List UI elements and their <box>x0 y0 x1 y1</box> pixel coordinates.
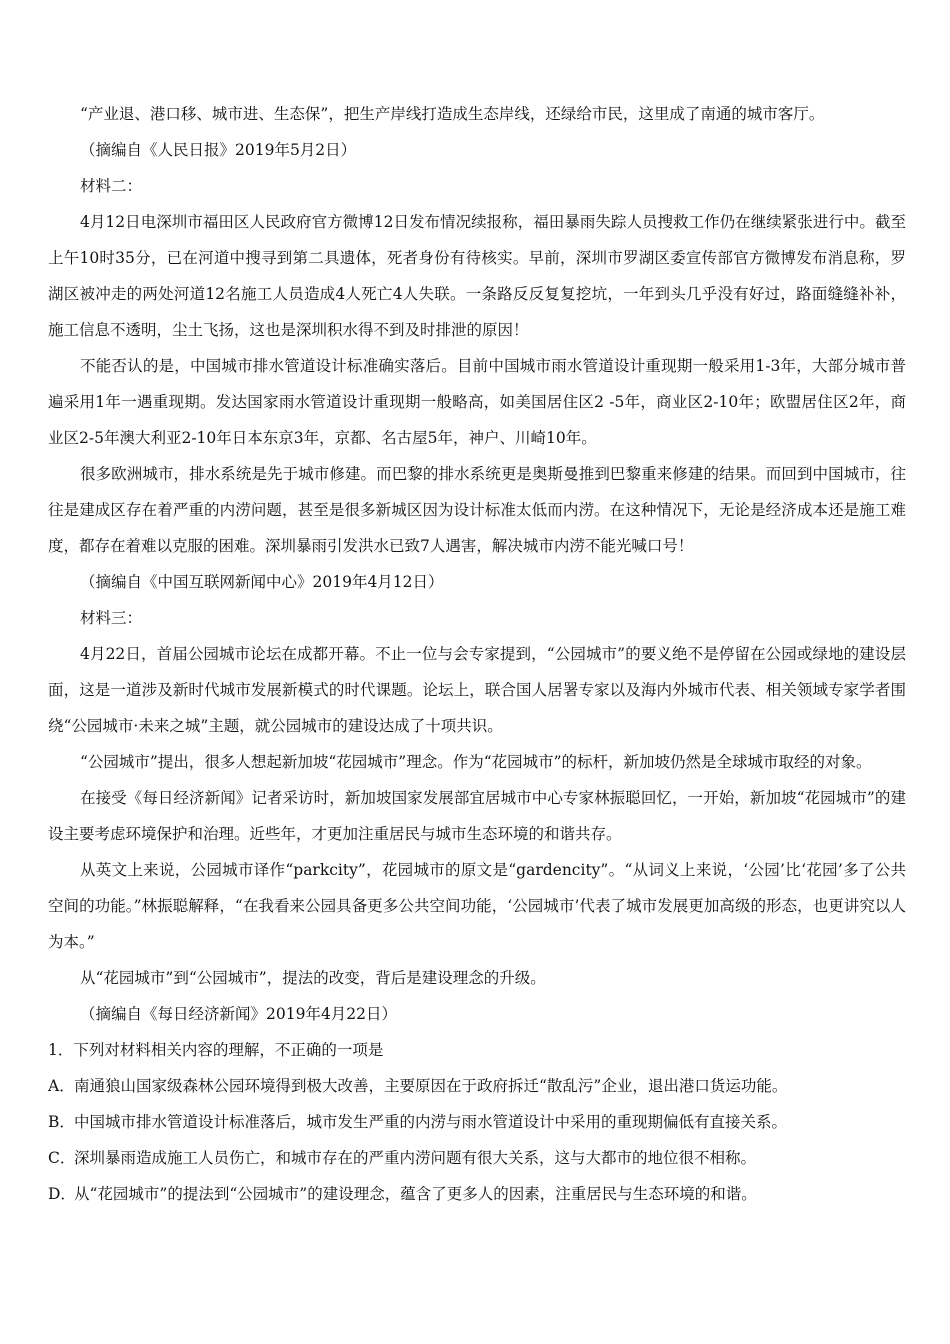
material2-source: （摘编自《中国互联网新闻中心》2019年4月12日） <box>80 573 444 591</box>
option-letter: D． <box>48 1185 76 1203</box>
option-d <box>48 1176 906 1212</box>
material1-tail: “产业退、港口移、城市进、生态保”，把生产岸线打造成生态岸线，还绿给市民，这里成了南通的城市客厅。 <box>80 105 825 123</box>
option-letter: B． <box>48 1113 75 1131</box>
option-text: 深圳暴雨造成施工人员伤亡，和城市存在的严重内涝问题有很大关系，这与大都市的地位很不相称。 <box>74 1149 757 1167</box>
material2-paragraph: 很多欧洲城市，排水系统是先于城市修建。而巴黎的排水系统更是奥斯曼推到巴黎重来修建的结果。而回到中国城市，往往是建成区存在着严重的内涝问题，甚至是很多新城区因为设计标准太低而内涝。在这种情况下，无论是经济成本还是施工难度，都存在着难以克服的困难。深圳暴雨引发洪水已致7人遇害，解决城市内涝不能光喊口号！ <box>48 465 906 555</box>
material3-paragraph: 从英文上来说，公园城市译作“parkcity”，花园城市的原文是“gardencity”。“从词义上来说，‘公园’比‘花园’多了公共空间的功能。”林振聪解释，“在我看来公园具备更多公共空间功能，‘公园城市’代表了城市发展更加高级的形态，也更讲究以人为本。” <box>48 861 906 951</box>
material1-source: （摘编自《人民日报》2019年5月2日） <box>80 141 357 159</box>
option-text: 南通狼山国家级森林公园环境得到极大改善，主要原因在于政府拆迁“散乱污”企业，退出港口货运功能。 <box>74 1077 788 1095</box>
option-letter: A． <box>48 1077 75 1095</box>
material3-paragraph: “公园城市”提出，很多人想起新加坡“花园城市”理念。作为“花园城市”的标杆，新加坡仍然是全球城市取经的对象。 <box>80 753 872 771</box>
option-letter: C． <box>48 1149 76 1167</box>
material3-paragraph: 4月22日，首届公园城市论坛在成都开幕。不止一位与会专家提到，“公园城市”的要义绝不是停留在公园或绿地的建设层面，这是一道涉及新时代城市发展新模式的时代课题。论坛上，联合国人居署专家以及海内外城市代表、相关领域专家学者围绕“公园城市·未来之城”主题，就公园城市的建设达成了十项共识。 <box>48 645 906 735</box>
material3-heading: 材料三： <box>80 609 143 627</box>
option-c <box>48 1140 906 1176</box>
material3-paragraph: 在接受《每日经济新闻》记者采访时，新加坡国家发展部宜居城市中心专家林振聪回忆，一开始，新加坡“花园城市”的建设主要考虑环境保护和治理。近些年，才更加注重居民与城市生态环境的和谐共存。 <box>48 789 906 843</box>
material2-heading: 材料二： <box>80 177 143 195</box>
material3-paragraph: 从“花园城市”到“公园城市”，提法的改变，背后是建设理念的升级。 <box>80 969 546 987</box>
material2-paragraph: 4月12日电深圳市福田区人民政府官方微博12日发布情况续报称，福田暴雨失踪人员搜救工作仍在继续紧张进行中。截至上午10时35分，已在河道中搜寻到第二具遗体，死者身份有待核实。早前，深圳市罗湖区委宣传部官方微博发布消息称，罗湖区被冲走的两处河道12名施工人员造成4人死亡4人失联。一条路反反复复挖坑，一年到头几乎没有好过，路面缝缝补补，施工信息不透明，尘土飞扬，这也是深圳积水得不到及时排泄的原因！ <box>48 213 906 339</box>
material2-paragraph: 不能否认的是，中国城市排水管道设计标准确实落后。目前中国城市雨水管道设计重现期一般采用1-3年，大部分城市普遍采用1年一遇重现期。发达国家雨水管道设计重现期一般略高，如美国居住区2 -5年，商业区2-10年；欧盟居住区2年，商业区2-5年澳大利亚2-10年日本东京3年，京都、名古屋5年，神户、川崎10年。 <box>48 357 906 447</box>
option-a <box>48 1068 906 1104</box>
option-b <box>48 1104 906 1140</box>
option-text: 从“花园城市”的提法到“公园城市”的建设理念，蕴含了更多人的因素，注重居民与生态环境的和谐。 <box>74 1185 757 1203</box>
option-text: 中国城市排水管道设计标准落后，城市发生严重的内涝与雨水管道设计中采用的重现期偏低有直接关系。 <box>74 1113 788 1131</box>
material3-source: （摘编自《每日经济新闻》2019年4月22日） <box>80 1005 398 1023</box>
question-stem: 1．下列对材料相关内容的理解，不正确的一项是 <box>48 1041 384 1059</box>
document-body <box>48 96 906 1212</box>
